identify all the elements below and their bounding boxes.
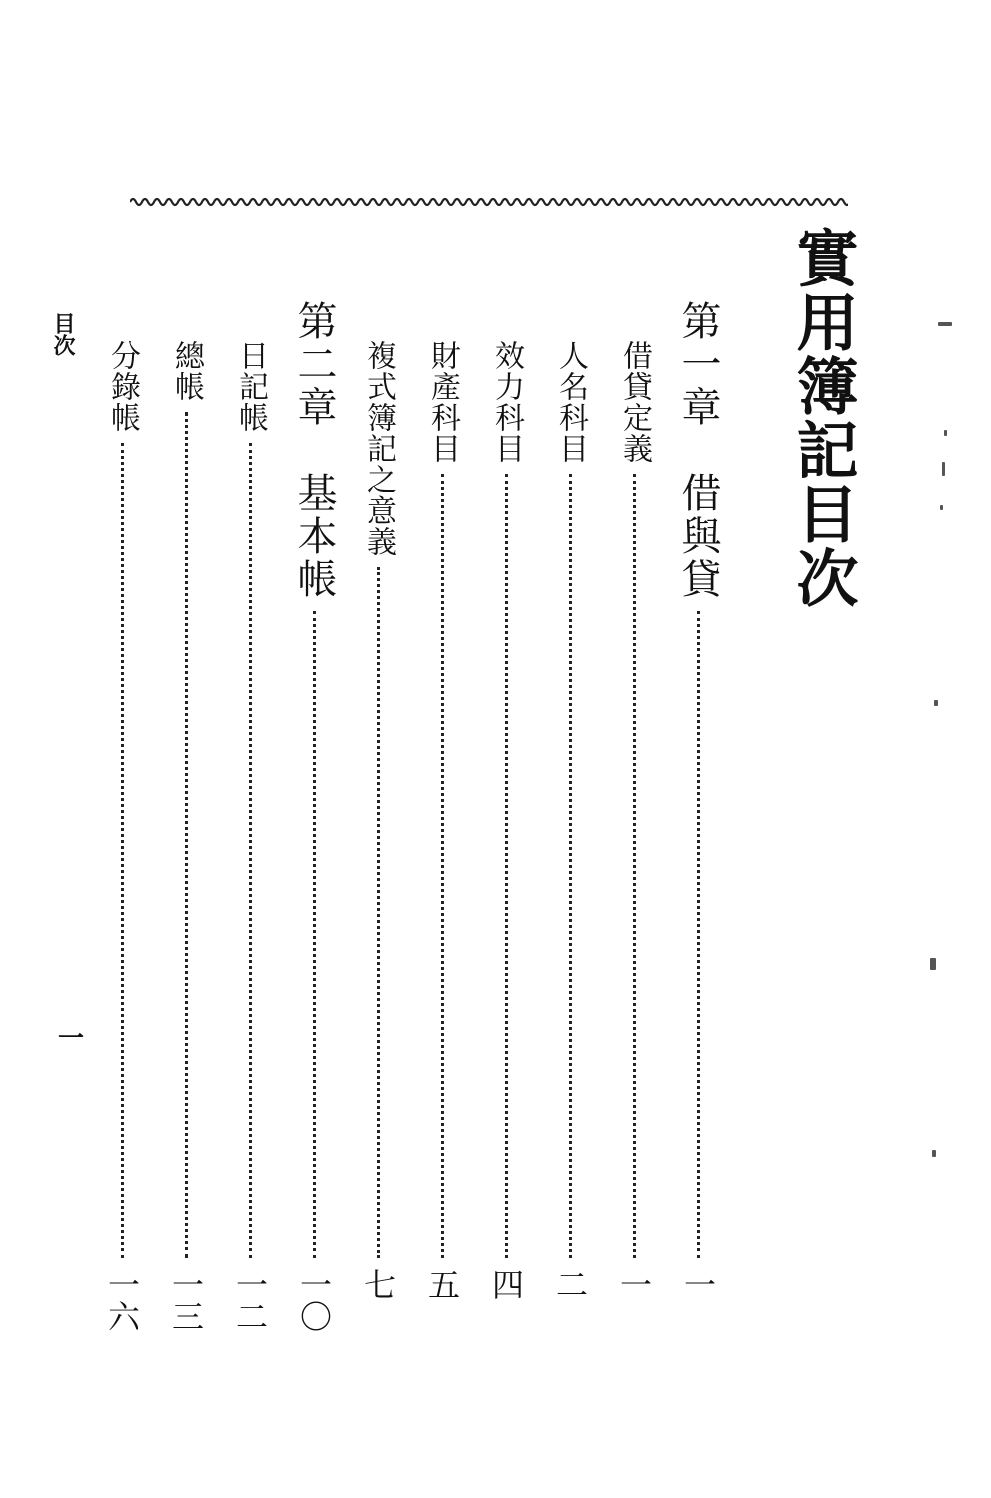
scan-speck — [944, 430, 947, 436]
page-number: 一三 — [167, 1268, 205, 1332]
section-title: 借貸定義 — [617, 340, 652, 464]
dot-leader — [313, 611, 316, 1258]
page-number: 一二 — [231, 1268, 269, 1332]
dot-leader — [121, 443, 124, 1258]
dot-leader — [505, 474, 508, 1258]
dot-leader — [569, 474, 572, 1258]
toc-entry — [484, 340, 528, 1340]
page-number: 五 — [423, 1268, 461, 1300]
section-title: 複式簿記之意義 — [361, 340, 396, 557]
dot-leader — [249, 443, 252, 1258]
book-title: 實用簿記目次 — [786, 226, 859, 610]
toc-entry — [228, 340, 272, 1340]
dot-leader — [441, 474, 444, 1258]
toc-entry — [676, 300, 720, 1340]
dot-leader — [633, 474, 636, 1258]
scan-speck — [940, 505, 943, 510]
page-number: 一 — [679, 1268, 717, 1300]
running-head: 目次 — [50, 312, 76, 356]
page-number: 一 — [615, 1268, 653, 1300]
section-title: 財產科目 — [425, 340, 460, 464]
scan-speck — [942, 462, 945, 476]
toc-entry — [164, 340, 208, 1340]
scan-speck — [934, 700, 938, 706]
chapter-title: 第一章 借與貸 — [675, 300, 721, 601]
page-number: 二 — [551, 1268, 589, 1300]
section-title: 分錄帳 — [105, 340, 140, 433]
chapter-title: 第二章 基本帳 — [291, 300, 337, 601]
dot-leader — [185, 412, 188, 1258]
toc-entry — [612, 340, 656, 1340]
page-number: 七 — [359, 1268, 397, 1300]
toc-entry — [356, 340, 400, 1340]
dot-leader — [697, 611, 700, 1258]
scan-speck — [930, 958, 936, 970]
dot-leader — [377, 567, 380, 1258]
page-number: 四 — [487, 1268, 525, 1300]
decorative-wavy-rule — [130, 194, 848, 210]
scan-speck — [932, 1150, 936, 1157]
page-number: 一六 — [103, 1268, 141, 1332]
toc-entry — [100, 340, 144, 1340]
section-title: 總帳 — [169, 340, 204, 402]
toc-entry — [292, 300, 336, 1340]
toc-entry — [420, 340, 464, 1340]
toc-entry — [548, 340, 592, 1340]
scan-speck — [938, 322, 952, 326]
page-number: 一〇 — [295, 1268, 333, 1332]
section-title: 效力科目 — [489, 340, 524, 464]
page-folio: 一 — [58, 1024, 85, 1054]
section-title: 人名科目 — [553, 340, 588, 464]
section-title: 日記帳 — [233, 340, 268, 433]
